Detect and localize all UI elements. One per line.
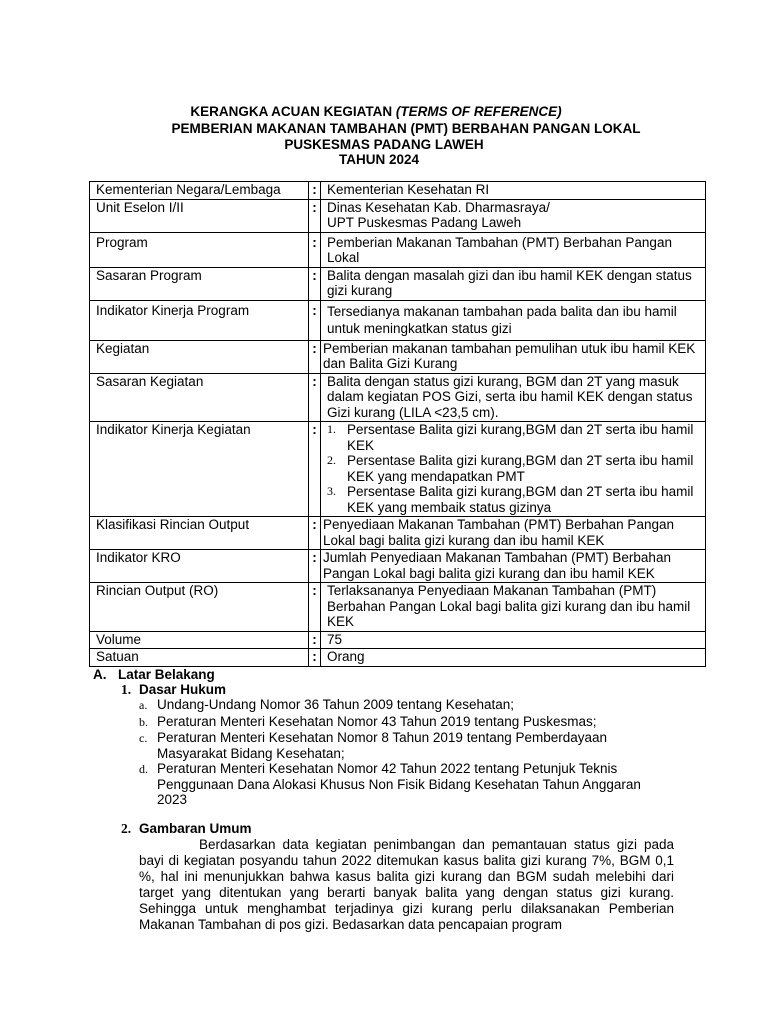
row-separator: : (309, 232, 321, 267)
row-separator: : (309, 583, 321, 632)
row-label: Klasifikasi Rincian Output (90, 517, 309, 550)
row-value: Jumlah Penyediaan Makanan Tambahan (PMT) Berbahan Pangan Lokal bagi balita gizi kurang dan ibu hamil KEK (321, 550, 706, 583)
row-label: Unit Eselon I/II (90, 199, 309, 232)
table-row (90, 583, 706, 632)
row-value: Balita dengan status gizi kurang, BGM dan 2T yang masuk dalam kegiatan POS Gizi, serta ibu hamil KEK dengan status Gizi kurang (LILA <23,5 cm). (321, 373, 706, 422)
table-row (90, 267, 706, 300)
row-separator: : (309, 517, 321, 550)
row-separator: : (309, 631, 321, 649)
row-value: Terlaksananya Penyediaan Makanan Tambahan (PMT) Berbahan Pangan Lokal bagi balita gizi kurang dan ibu hamil KEK (321, 583, 706, 632)
list-item: 1. Persentase Balita gizi kurang,BGM dan 2T serta ibu hamil KEK (327, 422, 694, 453)
list-item: b. Peraturan Menteri Kesehatan Nomor 43 Tahun 2019 tentang Puskesmas; (139, 713, 597, 729)
row-separator: : (309, 649, 321, 667)
list-item: 3. Persentase Balita gizi kurang,BGM dan 2T serta ibu hamil KEK yang membaik status gizinya (327, 484, 694, 515)
legal-basis-list (139, 697, 669, 808)
row-value: Pemberian makanan tambahan pemulihan utuk ibu hamil KEK dan Balita Gizi Kurang (321, 340, 706, 373)
subsection-heading-gambaran-umum: 2. Gambaran Umum (121, 821, 252, 836)
row-label: Kegiatan (90, 340, 309, 373)
section-heading-a: A. Latar Belakang (93, 667, 215, 682)
table-row (90, 199, 706, 232)
row-separator: : (309, 267, 321, 300)
row-label: Satuan (90, 649, 309, 667)
list-item: c. Peraturan Menteri Kesehatan Nomor 8 Tahun 2019 tentang Pemberdayaan Masyarakat Bidang Kesehatan; (139, 730, 608, 761)
list-item: 2. Persentase Balita gizi kurang,BGM dan 2T serta ibu hamil KEK yang mendapatkan PMT (327, 453, 694, 484)
subsection-heading-dasar-hukum: 1. Dasar Hukum (121, 682, 227, 697)
doc-title-line1: KERANGKA ACUAN KEGIATAN (TERMS OF REFERENCE) (190, 104, 562, 119)
row-value: 75 (321, 631, 706, 649)
row-value: Penyediaan Makanan Tambahan (PMT) Berbahan Pangan Lokal bagi balita gizi kurang dan ibu hamil KEK (321, 517, 706, 550)
list-item: a. Undang-Undang Nomor 36 Tahun 2009 tentang Kesehatan; (139, 697, 515, 712)
row-separator: : (309, 373, 321, 422)
table-row (90, 517, 706, 550)
row-value: Dinas Kesehatan Kab. Dharmasraya/ UPT Puskesmas Padang Laweh (321, 199, 706, 232)
indicator-list (327, 422, 701, 515)
row-separator: : (309, 300, 321, 340)
table-row (90, 232, 706, 267)
row-label: Sasaran Kegiatan (90, 373, 309, 422)
tor-table (89, 181, 706, 667)
row-value: Pemberian Makanan Tambahan (PMT) Berbahan Pangan Lokal (321, 232, 706, 267)
row-label: Indikator Kinerja Kegiatan (90, 422, 309, 517)
table-row (90, 340, 706, 373)
row-label: Program (90, 232, 309, 267)
table-row (90, 182, 706, 200)
row-value: Orang (321, 649, 706, 667)
table-row (90, 649, 706, 667)
list-item: d. Peraturan Menteri Kesehatan Nomor 42 Tahun 2022 tentang Petunjuk Teknis Penggunaan Dana Alokasi Khusus Non Fisik Bidang Kesehatan Tahun Anggaran 2023 (139, 761, 641, 807)
row-separator: : (309, 182, 321, 200)
row-separator: : (309, 550, 321, 583)
row-label: Sasaran Program (90, 267, 309, 300)
doc-title-line2: PEMBERIAN MAKANAN TAMBAHAN (PMT) BERBAHAN PANGAN LOKAL (171, 121, 641, 136)
title-italic-part: (TERMS OF REFERENCE) (395, 104, 562, 119)
row-value: Tersedianya makanan tambahan pada balita dan ibu hamil untuk meningkatkan status gizi (321, 300, 706, 340)
row-label: Indikator KRO (90, 550, 309, 583)
row-separator: : (309, 340, 321, 373)
row-separator: : (309, 199, 321, 232)
doc-title-line4: TAHUN 2024 (338, 152, 420, 167)
row-value (321, 422, 706, 517)
table-row (90, 422, 706, 517)
row-value: Balita dengan masalah gizi dan ibu hamil KEK dengan status gizi kurang (321, 267, 706, 300)
row-separator: : (309, 422, 321, 517)
overview-paragraph: Berdasarkan data kegiatan penimbangan dan pemantauan status gizi pada bayi di kegiatan posyandu tahun 2022 ditemukan kasus balita gizi kurang 7%, BGM 0,1 %, hal ini menunjukkan bahwa kasus balita gizi kurang dan BGM sudah melebihi dari target yang ditentukan yang berarti banyak balita yang dengan status gizi kurang. Sehingga untuk menghambat terjadinya gizi kurang perlu dilaksanakan Pemberian Makanan Tambahan di pos gizi. Bedasarkan data pencapaian program (139, 837, 674, 932)
doc-title-line3: PUSKESMAS PADANG LAWEH (284, 137, 484, 152)
row-value: Kementerian Kesehatan RI (321, 182, 706, 200)
table-row (90, 373, 706, 422)
table-row (90, 300, 706, 340)
table-row (90, 550, 706, 583)
table-row (90, 631, 706, 649)
row-label: Kementerian Negara/Lembaga (90, 182, 309, 200)
row-label: Rincian Output (RO) (90, 583, 309, 632)
row-label: Volume (90, 631, 309, 649)
row-label: Indikator Kinerja Program (90, 300, 309, 340)
